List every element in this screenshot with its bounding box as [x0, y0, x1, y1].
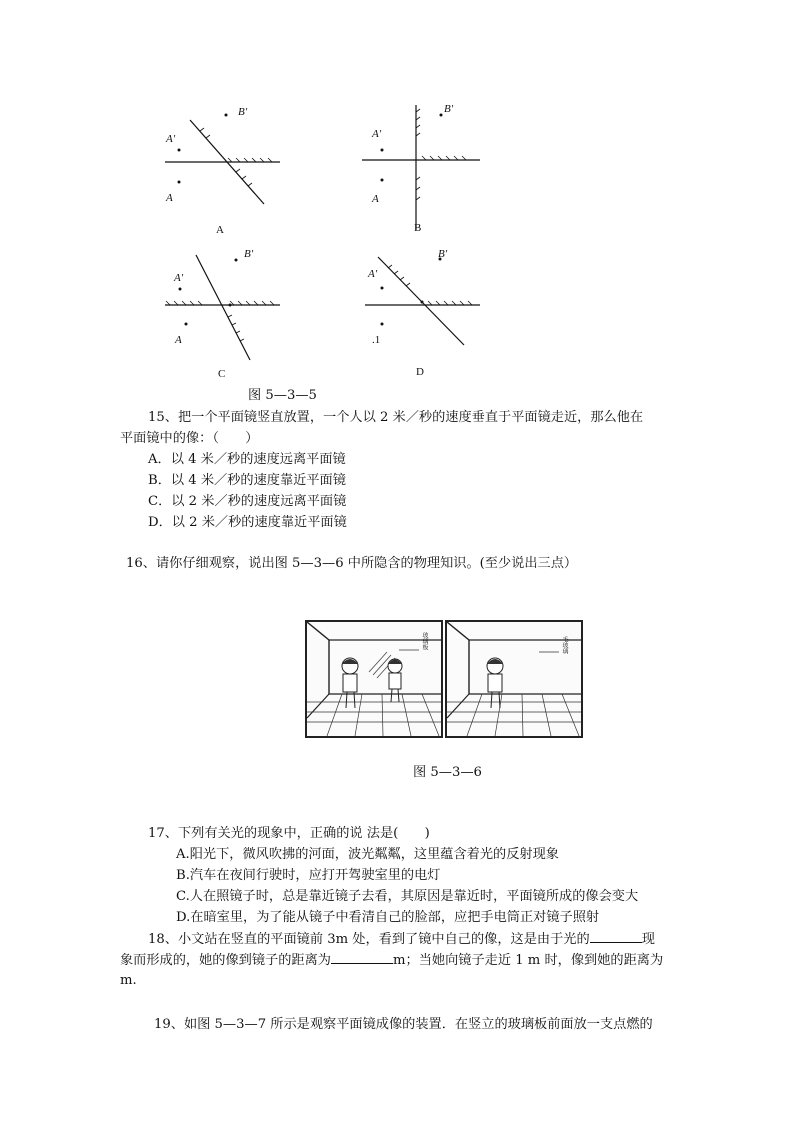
option: D.在暗室里，为了能从镜子中看清自己的脸部，应把手电筒正对镜子照射	[176, 910, 600, 925]
option: B．以 4 米／秒的速度靠近平面镜	[148, 473, 346, 488]
option: A．以 4 米／秒的速度远离平面镜	[148, 452, 346, 467]
point-b-prime: B′	[244, 248, 254, 260]
question-18-line2: 象而形成的，她的像到镜子的距离为 m；当她向镜子走近 1 m 时，像到她的距离为	[120, 949, 663, 971]
question-19: 19、如图 5—3—7 所示是观察平面镜成像的装置．在竖立的玻璃板前面放一支点燃的	[154, 1017, 653, 1032]
option: C．以 2 米／秒的速度远离平面镜	[148, 494, 347, 509]
point-a: .1	[372, 334, 381, 346]
diagram-caption: D	[416, 366, 424, 378]
diagram-d	[360, 245, 490, 375]
point-a-prime: A′	[174, 272, 184, 284]
question-16: 16、请你仔细观察，说出图 5—3—6 中所隐含的物理知识。(至少说出三点）	[126, 556, 578, 571]
figure-caption: 图 5—3—5	[248, 388, 317, 403]
diagram-a	[160, 100, 290, 240]
diagram-caption: A	[216, 224, 224, 236]
option: A.阳光下，微风吹拂的河面，波光粼粼，这里蕴含着光的反射现象	[176, 847, 559, 862]
question-18-line1: 18、小文站在竖直的平面镜前 3m 处，看到了镜中自己的像，这是由于光的 现	[148, 928, 655, 950]
answer-blank[interactable]	[590, 928, 642, 943]
option: D．以 2 米／秒的速度靠近平面镜	[148, 515, 347, 530]
point-b-prime: B′	[238, 106, 248, 118]
point-a: A	[175, 334, 182, 346]
point-a-prime: A′	[166, 133, 176, 145]
point-b-prime: B′	[438, 248, 448, 260]
point-a: A	[166, 192, 173, 204]
question-15-line1: 15、把一个平面镜竖直放置，一个人以 2 米／秒的速度垂直于平面镜走近，那么他在	[148, 410, 644, 425]
point-a-prime: A′	[372, 128, 382, 140]
point-a-prime: A′	[368, 268, 378, 280]
question-17: 17、下列有关光的现象中，正确的说 法是( )	[148, 826, 430, 841]
point-a: A	[372, 193, 379, 205]
option: C.人在照镜子时，总是靠近镜子去看，其原因是靠近时，平面镜所成的像会变大	[176, 889, 639, 904]
scene-label-right: 毛玻璃	[561, 636, 568, 654]
diagram-caption: C	[218, 368, 226, 380]
answer-blank[interactable]	[331, 949, 393, 964]
question-15-line2: 平面镜中的像：（ ）	[120, 431, 259, 446]
diagram-c	[160, 245, 290, 375]
diagram-b	[360, 100, 490, 240]
option: B.汽车在夜间行驶时，应打开驾驶室里的电灯	[176, 868, 441, 883]
point-b-prime: B′	[444, 103, 454, 115]
question-18-line3: m.	[120, 973, 137, 988]
scene-label-left: 玻璃板	[421, 632, 428, 650]
diagram-caption: B	[414, 222, 422, 234]
figure-caption: 图 5—3—6	[413, 765, 482, 780]
